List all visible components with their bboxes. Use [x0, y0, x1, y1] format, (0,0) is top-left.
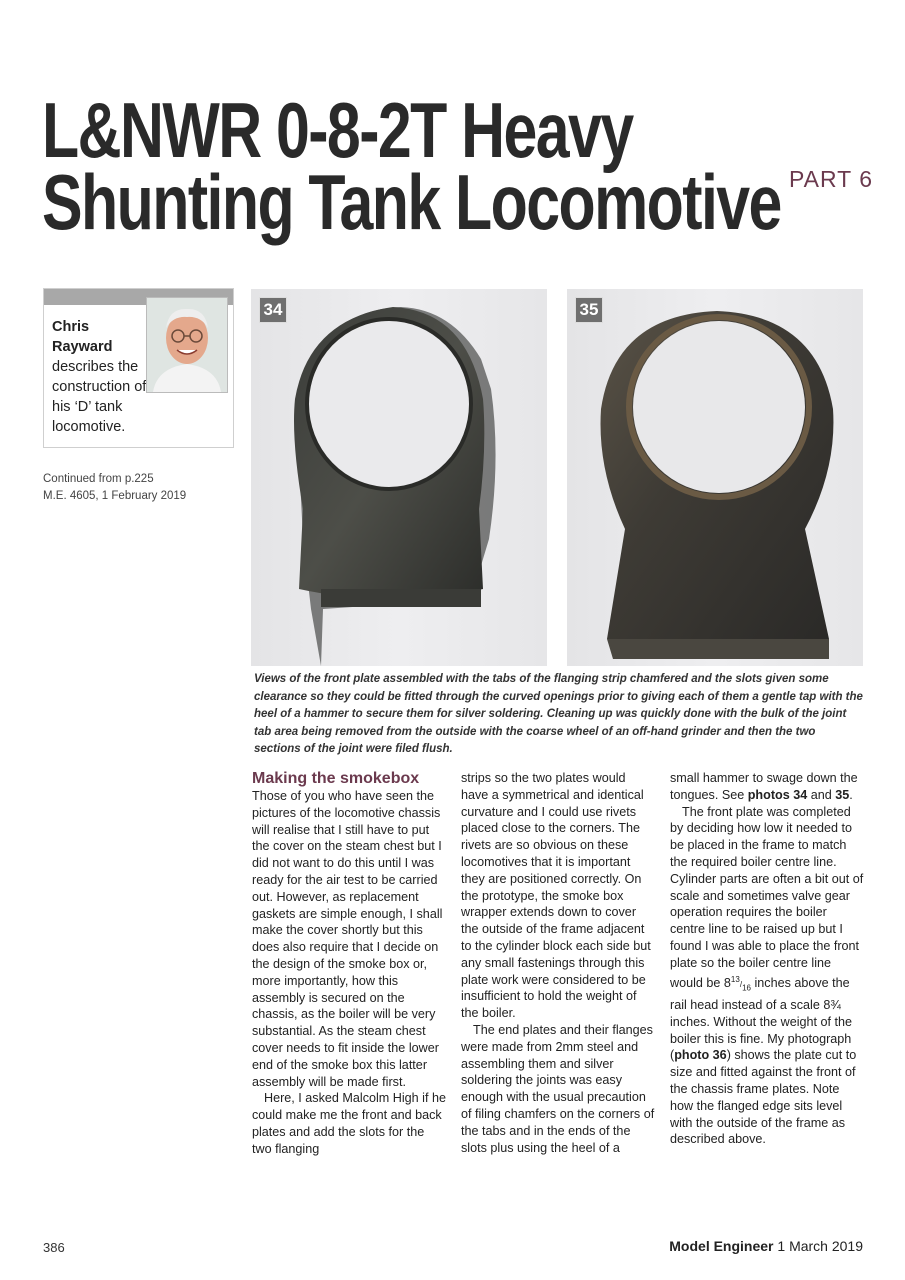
title-line-1: L&NWR 0-8-2T Heavy: [42, 86, 633, 174]
text-run: and: [807, 787, 836, 802]
fraction-denominator: 16: [742, 983, 751, 993]
column-1-paragraph-1: Those of you who have seen the pictures of the locomotive chassis will realise that I still have to put the cover on the steam chest but I did not want to do this until I was ready for the air test to be carried out. However, as replacement gaskets are simple enough, I shall make the cover shortly but this does also require that I decide on the design of the smoke box or, more importantly, how this assembly is secured on the chassis, as the boiler will be very substantial. As the steam chest cover needs to fit inside the lower end of the smoke box this latter assembly will be made first.: [252, 789, 443, 1089]
issue-date: 1 March 2019: [773, 1238, 863, 1254]
column-3-paragraph-1: [670, 770, 864, 804]
text-run: ) shows the plate cut to size and fitted against the front of the chassis frame plates. Note how the flanged edge sits level with the outside of the frame as described above.: [670, 1048, 857, 1147]
photo-34-number: 34: [259, 297, 287, 323]
photo-35-image: [567, 289, 863, 666]
photo-35: [567, 289, 863, 666]
fraction-numerator: 13: [730, 974, 740, 984]
text-run: small hammer to swage down the tongues. See: [670, 771, 858, 802]
continued-note: [43, 471, 186, 505]
photo-34: [251, 289, 547, 666]
article-column-3: [670, 770, 864, 1148]
photo-caption: Views of the front plate assembled with the tabs of the flanging strip chamfered and the slots given some clearance so they could be fitted through the curved openings prior to giving each of them a gentle tap with the heel of a hammer to secure them for silver soldering. Cleaning up was quickly done with the bulk of the joint tab area being removed from the outside with the coarse wheel of an off-hand grinder and then the two sections of the joint were filed flush.: [254, 673, 863, 755]
photo-ref-34: photos 34: [747, 787, 808, 802]
text-run: inches above the rail head instead of a scale 8¾ inches. Without the weight of the boiler this is fine. My photograph (: [670, 975, 853, 1063]
author-portrait: [146, 297, 228, 393]
column-1-paragraph-2: Here, I asked Malcolm High if he could make me the front and back plates and add the slots for the two flanging: [252, 1091, 446, 1156]
title-line-2: Shunting Tank Locomotive: [42, 158, 781, 246]
column-2-paragraph-1: strips so the two plates would have a symmetrical and identical curvature and I could use rivets placed close to the corners. The rivets are so obvious on these locomotives that it is important they are positioned correctly. On the prototype, the smoke box wrapper extends down to cover the outside of the frame adjacent to the cylinder block each side but any small fastenings through this plate work were considered to be insufficient to hold the weight of the boiler.: [461, 771, 651, 1021]
author-blurb: describes the construction of his ‘D’ tank locomotive.: [52, 359, 147, 435]
portrait-drawing: [147, 298, 227, 392]
article-title: [42, 86, 781, 246]
photo-34-image: [251, 289, 547, 666]
column-2-paragraph-2: The end plates and their flanges were made from 2mm steel and assembling them and silver soldering the joints was easy enough with the usual precaution of filing chamfers on the corners of the tabs and in the ends of the slots plus using the heel of a: [461, 1022, 655, 1155]
publication-line: [669, 1238, 863, 1254]
article-column-2: [461, 770, 655, 1156]
previous-issue: M.E. 4605, 1 February 2019: [43, 490, 187, 502]
column-3-paragraph-2: The front plate was completed by deciding how low it needed to be placed in the frame to match the required boiler centre line. Cylinder parts are often a bit out of scale and sometimes valve gear operation requires the boiler centre line to be raised up but I found I was able to place the front plate so the boiler centre line would be $8^{13}/_{16}$ inches above the rail head instead of a scale 8¾ inches. Without the weight of the boiler this is fine. My photograph (photo 36) shows the plate cut to size and fitted against the front of the chassis frame plates. Note how the flanged edge sits level with the outside of the frame as described above.: [670, 804, 864, 1147]
author-box: [43, 288, 234, 448]
magazine-name: Model Engineer: [669, 1238, 774, 1254]
text-run: .: [849, 787, 853, 802]
part-label: PART 6: [789, 166, 873, 192]
photo-ref-36: photo 36: [674, 1048, 727, 1063]
section-heading: Making the smokebox: [252, 770, 420, 787]
author-first-name: Chris: [52, 319, 90, 335]
photo-ref-35: 35: [835, 787, 850, 802]
article-column-1: [252, 770, 446, 1158]
continued-from: Continued from p.225: [43, 473, 154, 485]
author-last-name: Rayward: [52, 339, 113, 355]
photo-35-number: 35: [575, 297, 603, 323]
text-run: The front plate was completed by deciding how low it needed to be placed in the frame to match the required boiler centre line. Cylinder parts are often a bit out of scale and sometimes valve gear operation requires the boiler centre line to be raised up but I found I was able to place the front plate so the boiler centre line would be 8: [670, 804, 864, 990]
page-number: 386: [43, 1240, 65, 1255]
